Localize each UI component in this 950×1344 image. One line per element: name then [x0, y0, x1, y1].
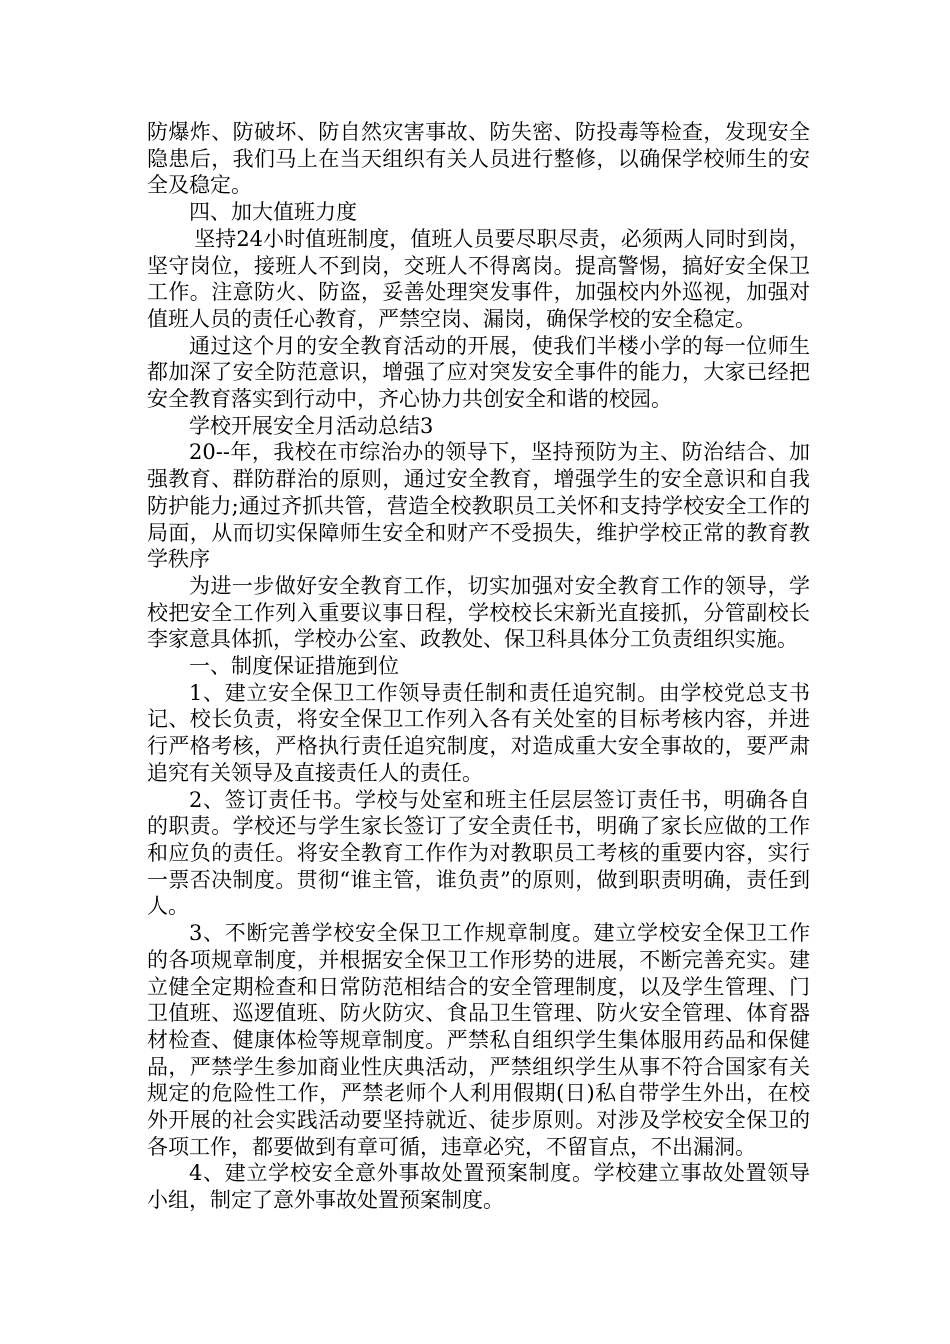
paragraph-item-3: 3、不断完善学校安全保卫工作规章制度。建立学校安全保卫工作的各项规章制度，并根据安全保卫工作形势的进展，不断完善充实。建立健全定期检查和日常防范相结合的安全管理制度，以及学生管理、门卫值班、巡逻值班、防火防灾、食品卫生管理、防火安全管理、体育器材检查、健康体检等规章制度。严禁私自组织学生集体服用药品和保健品，严禁学生参加商业性庆典活动，严禁组织学生从事不符合国家有关规定的危险性工作，严禁老师个人利用假期(日)私自带学生外出，在校外开展的社会实践活动要坚持就近、徒步原则。对涉及学校安全保卫的各项工作，都要做到有章可循，违章必究，不留盲点，不出漏洞。 — [147, 921, 810, 1159]
section-heading-4: 四、加大值班力度 — [189, 200, 357, 225]
paragraph-leadership: 为进一步做好安全教育工作，切实加强对安全教育工作的领导，学校把安全工作列入重要议事日程，学校校长宋新光直接抓，分管副校长李家意具体抓，学校办公室、政教处、保卫科具体分工负责组织实施。 — [147, 573, 810, 652]
paragraph-continuation: 防爆炸、防破坏、防自然灾害事故、防失密、防投毒等检查，发现安全隐患后，我们马上在当天组织有关人员进行整修，以确保学校师生的安全及稳定。 — [147, 120, 810, 198]
paragraph-duty: 坚持24小时值班制度，值班人员要尽职尽责，必须两人同时到岗，坚守岗位，接班人不到岗，交班人不得离岗。提高警惕，搞好安全保卫工作。注意防火、防盗，妥善处理突发事件，加强校内外巡视，加强对值班人员的责任心教育，严禁空岗、漏岗，确保学校的安全稳定。 — [147, 226, 810, 331]
paragraph-item-2: 2、签订责任书。学校与处室和班主任层层签订责任书，明确各自的职责。学校还与学生家长签订了安全责任书，明确了家长应做的工作和应负的责任。将安全教育工作作为对教职员工考核的重要内容，实行一票否决制度。贯彻“谁主管，谁负责”的原则，做到职责明确，责任到人。 — [147, 787, 810, 919]
paragraph-item-4: 4、建立学校安全意外事故处置预案制度。学校建立事故处置领导小组，制定了意外事故处置预案制度。 — [147, 1161, 810, 1213]
document-body — [147, 119, 810, 1214]
paragraph-intro: 20--年，我校在市综治办的领导下，坚持预防为主、防治结合、加强教育、群防群治的原则，通过安全教育，增强学生的安全意识和自我防护能力;通过齐抓共管，营造全校教职员工关怀和支持学校安全工作的局面，从而切实保障师生安全和财产不受损失，维护学校正常的教育教学秩序 — [147, 440, 810, 572]
section-heading-1: 一、制度保证措施到位 — [189, 654, 399, 679]
paragraph-summary: 通过这个月的安全教育活动的开展，使我们半楼小学的每一位师生都加深了安全防范意识，增强了应对突发安全事件的能力，大家已经把安全教育落实到行动中，齐心协力共创安全和谐的校园。 — [147, 333, 810, 412]
article-title-3: 学校开展安全月活动总结3 — [189, 413, 434, 438]
paragraph-item-1: 1、建立安全保卫工作领导责任制和责任追究制。由学校党总支书记、校长负责，将安全保卫工作列入各有关处室的目标考核内容，并进行严格考核，严格执行责任追究制度，对造成重大安全事故的，要严肃追究有关领导及直接责任人的责任。 — [147, 680, 810, 785]
